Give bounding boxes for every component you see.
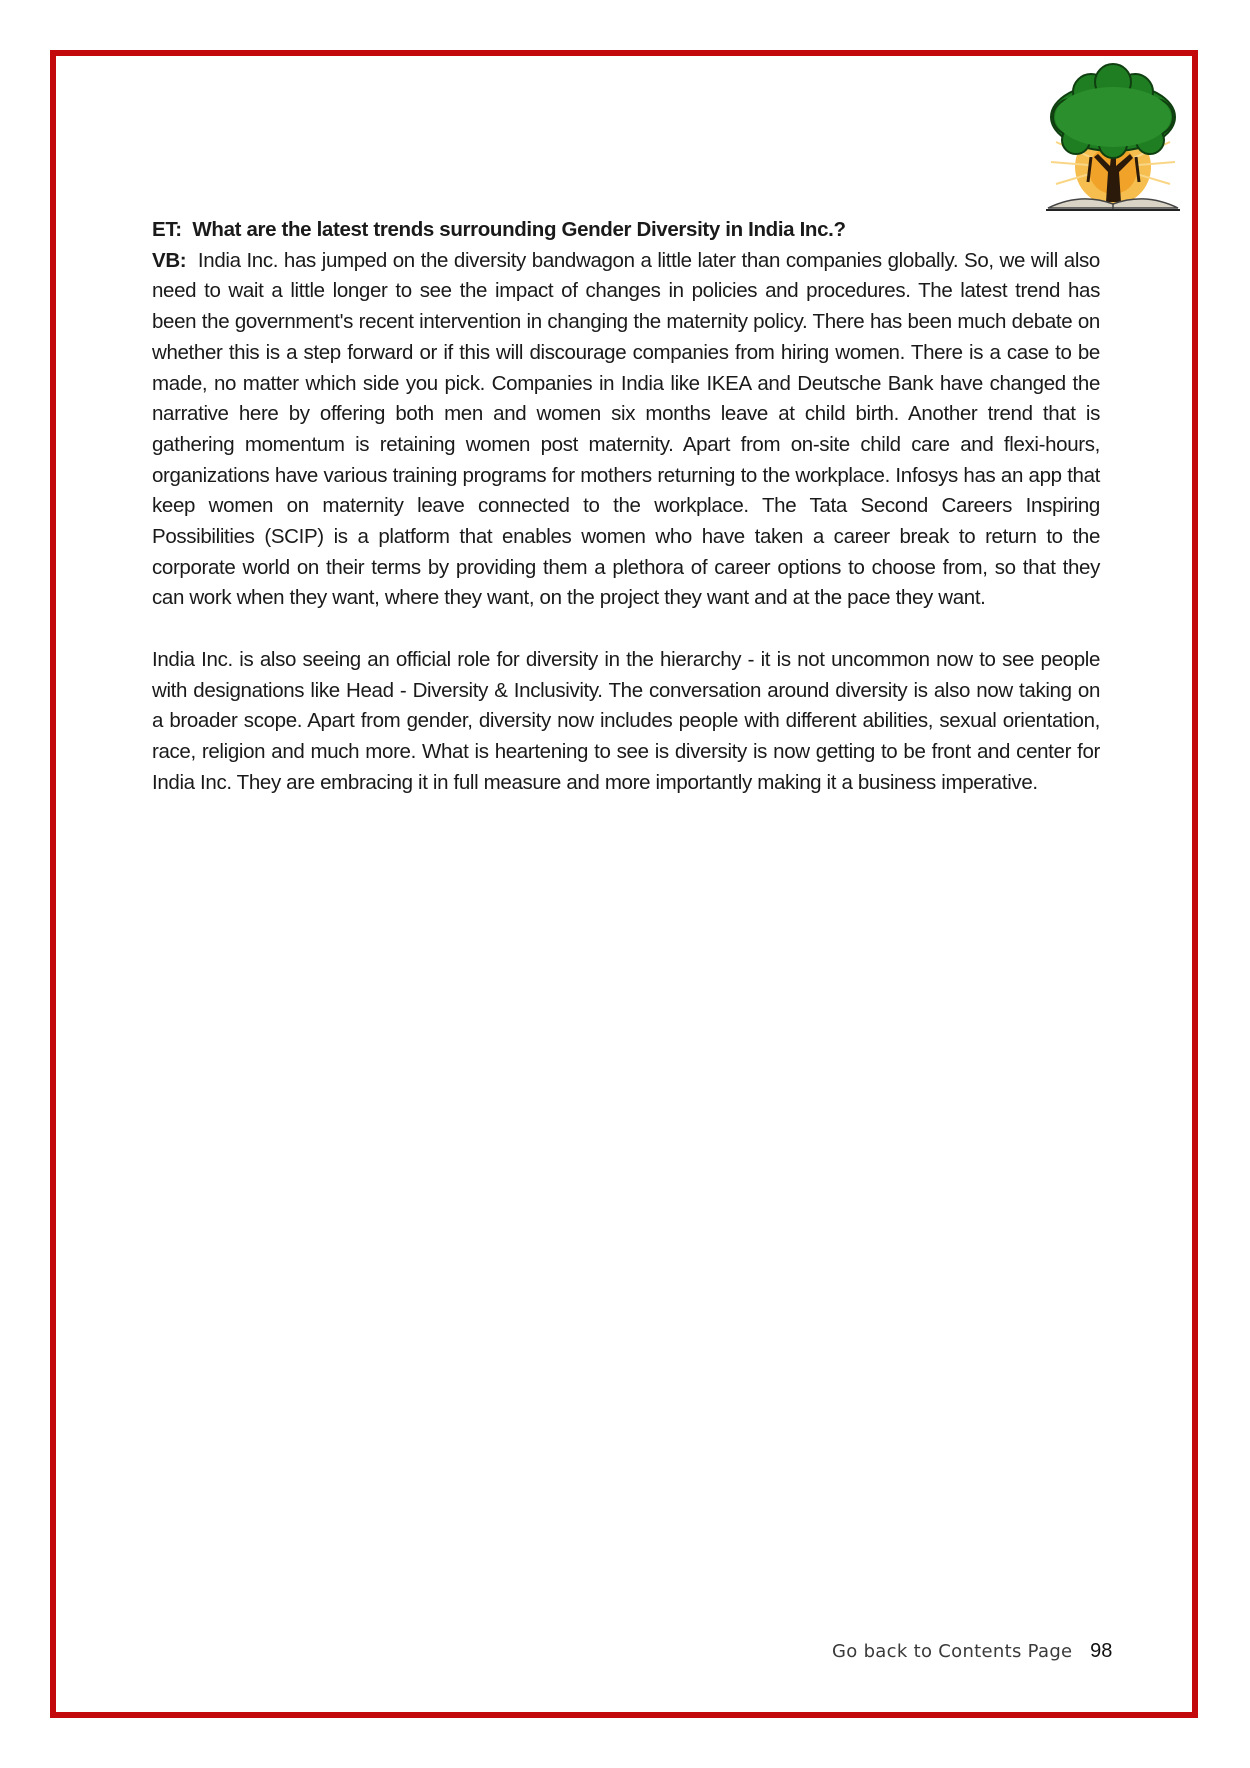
tree-book-logo-icon	[1036, 62, 1190, 212]
page-number: 98	[1090, 1640, 1113, 1662]
answer-label: VB:	[152, 248, 187, 272]
answer-paragraph-2: India Inc. is also seeing an official role for diversity in the hierarchy - it is not uncommon now to see people with designations like Head - Diversity & Inclusivity. The conversation around diversity is also now taking on a broader scope. Apart from gender, diversity now includes people with different abilities, sexual orientation, race, religion and much more. What is heartening to see is diversity is now getting to be front and center for India Inc. They are embracing it in full measure and more importantly making it a business imperative.	[152, 647, 1100, 794]
question	[152, 215, 1100, 246]
question-label: ET:	[152, 218, 182, 241]
question-text: What are the latest trends surrounding Gender Diversity in India Inc.?	[192, 218, 846, 241]
answer-paragraph-1	[152, 246, 1100, 614]
paragraph-spacer	[152, 614, 1100, 645]
interview-content	[152, 215, 1100, 798]
contents-page-link[interactable]: Go back to Contents Page	[832, 1641, 1073, 1662]
answer-text-1: India Inc. has jumped on the diversity bandwagon a little later than companies globally. So, we will also need to wait a little longer to see the impact of changes in policies and procedures. The latest trend has been the government's recent intervention in changing the maternity policy. There has been much debate on whether this is a step forward or if this will discourage companies from hiring women. There is a case to be made, no matter which side you pick. Companies in India like IKEA and Deutsche Bank have changed the narrative here by offering both men and women six months leave at child birth. Another trend that is gathering momentum is retaining women post maternity. Apart from on-site child care and flexi-hours, organizations have various training programs for mothers returning to the workplace. Infosys has an app that keep women on maternity leave connected to the workplace. The Tata Second Careers Inspiring Possibilities (SCIP) is a platform that enables women who have taken a career break to return to the corporate world on their terms by providing them a plethora of career options to choose from, so that they can work when they want, where they want, on the project they want and at the pace they want.	[152, 248, 1100, 610]
page-footer	[832, 1640, 1112, 1663]
